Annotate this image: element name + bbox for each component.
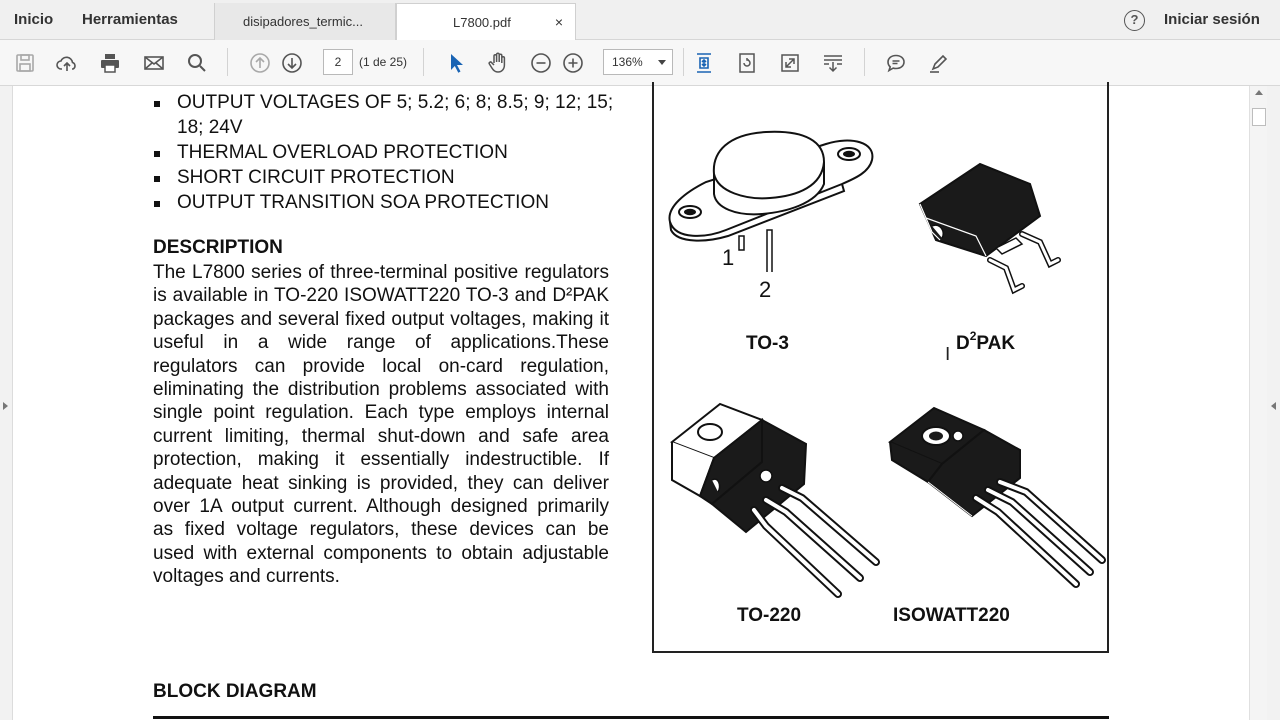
isowatt220-package-illustration: [888, 400, 1108, 600]
section-rule: [153, 716, 1109, 719]
scroll-mode-icon[interactable]: [819, 49, 847, 77]
d2pak-label-main: D: [956, 333, 970, 354]
zoom-out-icon[interactable]: [527, 49, 555, 77]
fit-page-icon[interactable]: [690, 49, 718, 77]
pen-icon[interactable]: [925, 49, 953, 77]
tab-disipadores[interactable]: [214, 3, 396, 40]
feature-list: [153, 90, 623, 215]
d2pak-package-illustration: [918, 156, 1068, 296]
feature-item: SHORT CIRCUIT PROTECTION: [153, 165, 623, 190]
vertical-scrollbar[interactable]: [1249, 86, 1267, 720]
feature-item: OUTPUT TRANSITION SOA PROTECTION: [153, 190, 623, 215]
save-icon[interactable]: [11, 49, 39, 77]
zoom-in-icon[interactable]: [559, 49, 587, 77]
toolbar: [0, 40, 1280, 86]
arrow-down-circle-icon[interactable]: [278, 49, 306, 77]
help-icon[interactable]: ?: [1124, 10, 1145, 31]
cursor-arrow-icon[interactable]: [442, 49, 470, 77]
feature-item: OUTPUT VOLTAGES OF 5; 5.2; 6; 8; 8.5; 9; 12; 15; 18; 24V: [153, 90, 623, 140]
scrollbar-thumb[interactable]: [1252, 108, 1266, 126]
page-number-input[interactable]: 2: [323, 49, 353, 75]
to3-package-illustration: [666, 112, 876, 272]
chevron-down-icon: [658, 60, 666, 65]
toolbar-separator: [864, 48, 865, 76]
to220-package-illustration: [670, 400, 880, 600]
tab-bar: [0, 0, 1280, 40]
description-heading: DESCRIPTION: [153, 237, 283, 258]
package-figure: [652, 82, 1109, 653]
toolbar-separator: [423, 48, 424, 76]
cloud-upload-icon[interactable]: [53, 49, 81, 77]
left-panel-toggle[interactable]: [0, 86, 13, 720]
rotate-icon[interactable]: [733, 49, 761, 77]
document-area: [0, 86, 1280, 720]
to220-label: TO-220: [737, 605, 802, 626]
mail-icon[interactable]: [140, 49, 168, 77]
toolbar-separator: [227, 48, 228, 76]
block-diagram-heading: BLOCK DIAGRAM: [153, 681, 317, 702]
tab-label: L7800.pdf: [453, 15, 511, 30]
nav-tools[interactable]: Herramientas: [82, 11, 178, 28]
chevron-left-icon: [1271, 402, 1276, 410]
scroll-up-icon[interactable]: [1255, 90, 1263, 95]
d2pak-label-sup: 2: [969, 329, 977, 343]
right-panel-toggle[interactable]: [1267, 86, 1280, 720]
hand-icon[interactable]: [484, 49, 512, 77]
isowatt220-label: ISOWATT220: [893, 605, 1010, 626]
chevron-right-icon: [3, 402, 8, 410]
tab-label: disipadores_termic...: [243, 14, 363, 29]
pin-label: 1: [722, 245, 735, 270]
search-icon[interactable]: [183, 49, 211, 77]
pin-label: 2: [759, 277, 772, 302]
description-body: The L7800 series of three-terminal positive regulators is available in TO-220 ISOWATT220 TO-3 and D²PAK packages and several fixed output voltages, making it useful in a wide range of applications.These regulators can provide local on-card regulation, eliminating the distribution problems associated with single point regulation. Each type employs internal current limiting, thermal shut-down and safe area protection, making it essentially indestructible. If adequate heat sinking is provided, they can deliver over 1A output current. Although designed primarily as fixed voltage regulators, these devices can be used with external components to obtain adjustable voltages and currents.: [153, 262, 609, 588]
tab-l7800[interactable]: [396, 3, 576, 41]
arrow-up-circle-icon[interactable]: [246, 49, 274, 77]
text-cursor-icon: I: [945, 344, 951, 365]
feature-item: THERMAL OVERLOAD PROTECTION: [153, 140, 623, 165]
d2pak-label-tail: PAK: [976, 333, 1016, 354]
comment-icon[interactable]: [882, 49, 910, 77]
print-icon[interactable]: [96, 49, 124, 77]
close-icon[interactable]: ×: [554, 14, 563, 30]
d2pak-label: [956, 329, 1016, 355]
to3-label: TO-3: [746, 333, 789, 354]
signin-link[interactable]: Iniciar sesión: [1164, 11, 1260, 28]
page-count: (1 de 25): [359, 55, 408, 69]
nav-home[interactable]: Inicio: [14, 11, 54, 28]
toolbar-separator: [683, 48, 684, 76]
pdf-page: [14, 86, 1248, 720]
zoom-value: 136%: [612, 55, 643, 69]
zoom-select[interactable]: [603, 49, 673, 75]
fullscreen-icon[interactable]: [776, 49, 804, 77]
